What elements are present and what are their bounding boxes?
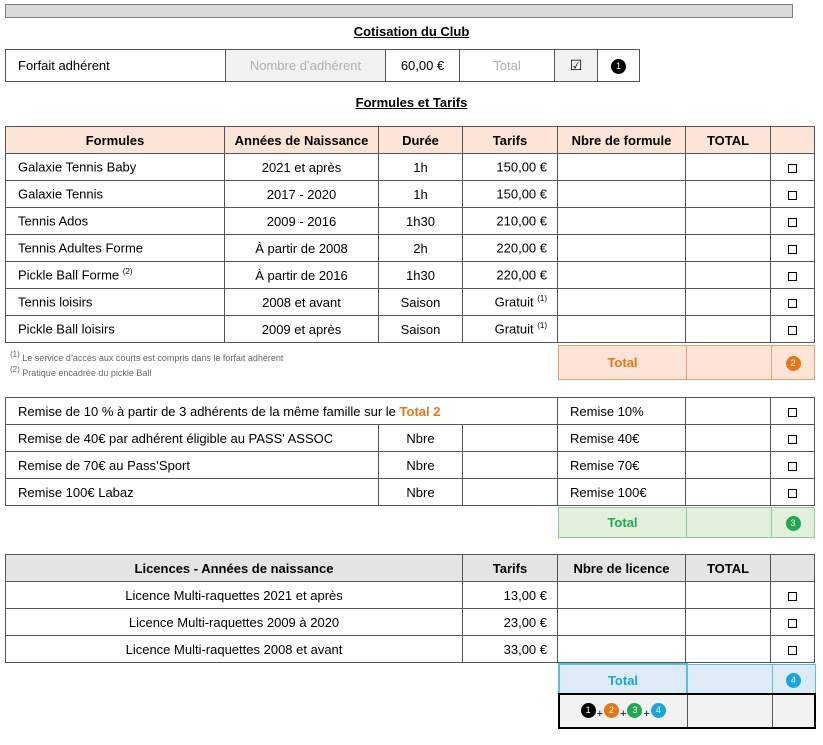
formule-total — [686, 289, 771, 316]
formule-name-text: Pickle Ball Forme — [18, 267, 120, 283]
col-annees: Années de Naissance — [225, 127, 379, 154]
remise-row — [6, 452, 815, 479]
col-tarifs: Tarifs — [463, 127, 558, 154]
checkbox-icon — [788, 245, 797, 254]
formule-duree: 1h — [379, 154, 463, 181]
remises-table — [5, 397, 815, 506]
formule-nbre-input[interactable] — [558, 208, 686, 235]
formule-checkbox[interactable] — [771, 262, 815, 289]
badge-2-icon: 2 — [786, 356, 801, 371]
remise-text: Remise de 70€ au Pass’Sport — [6, 452, 379, 479]
formule-total — [686, 181, 771, 208]
licence-total — [686, 609, 771, 636]
formule-name-text: Galaxie Tennis — [18, 186, 104, 202]
plus-sign: + — [596, 708, 604, 721]
remises-total-table — [558, 507, 815, 538]
formula-badge-4-icon: 4 — [651, 703, 666, 718]
licence-total — [686, 636, 771, 663]
formules-total-value — [687, 346, 772, 380]
formule-duree: 1h — [379, 181, 463, 208]
formule-tarif — [463, 262, 558, 289]
formule-years: 2021 et après — [225, 154, 379, 181]
remise-nbre-input[interactable] — [463, 479, 558, 506]
col-licences: Licences - Années de naissance — [6, 555, 463, 582]
formule-duree: Saison — [379, 289, 463, 316]
licence-row — [6, 582, 815, 609]
remise-nbre-label: Nbre — [379, 479, 463, 506]
formule-name — [6, 154, 225, 181]
formule-tarif-text: 220,00 € — [496, 267, 547, 283]
formule-total — [686, 316, 771, 343]
remises-badge-cell — [772, 508, 815, 538]
formule-name — [6, 208, 225, 235]
cotisation-title: Cotisation du Club — [353, 24, 470, 39]
formule-name-text: Tennis loisirs — [18, 294, 93, 310]
formule-tarif-sup: (1) — [537, 321, 547, 331]
licence-tarif: 13,00 € — [463, 582, 558, 609]
formule-total — [686, 154, 771, 181]
licence-name: Licence Multi-raquettes 2008 et avant — [6, 636, 463, 663]
licence-nbre-input[interactable] — [558, 582, 686, 609]
formule-name — [6, 289, 225, 316]
formule-name-text: Galaxie Tennis Baby — [18, 159, 137, 175]
remise-10-desc: Remise de 10 % à partir de 3 adhérents de la même famille sur le — [18, 403, 400, 419]
formule-tarif-sup: (1) — [537, 294, 547, 304]
checkbox-icon — [788, 191, 797, 200]
licence-checkbox[interactable] — [771, 636, 815, 663]
formules-badge-cell — [772, 346, 815, 380]
checkbox-icon — [788, 435, 797, 444]
formule-tarif-text: Gratuit — [494, 321, 534, 337]
formule-checkbox[interactable] — [771, 181, 815, 208]
remise-label: Remise 100€ — [558, 479, 686, 506]
col-formules: Formules — [6, 127, 225, 154]
formule-tarif-text: Gratuit — [494, 294, 534, 310]
formule-years: 2017 - 2020 — [225, 181, 379, 208]
col-licence-check — [771, 555, 815, 582]
licences-total-value — [687, 664, 772, 696]
formule-row — [6, 235, 815, 262]
licence-nbre-input[interactable] — [558, 636, 686, 663]
formule-row — [6, 154, 815, 181]
formule-name — [6, 235, 225, 262]
formule-duree: 1h30 — [379, 208, 463, 235]
grand-total-extra — [772, 694, 815, 728]
remise-10-value — [686, 398, 771, 425]
note-1: Le service d’accès aux courts est compris dans le forfait adhérent — [22, 353, 284, 363]
remises-total-value — [687, 508, 772, 538]
badge-3-icon: 3 — [786, 516, 801, 531]
remise-nbre-label: Nbre — [379, 425, 463, 452]
licence-row — [6, 609, 815, 636]
remise-label: Remise 70€ — [558, 452, 686, 479]
checkbox-icon — [788, 462, 797, 471]
licence-checkbox[interactable] — [771, 582, 815, 609]
formula-badge-1-icon: 1 — [581, 703, 596, 718]
remise-value — [686, 425, 771, 452]
forfait-price: 60,00 € — [386, 50, 460, 82]
remises-total-label: Total — [559, 508, 687, 538]
licence-tarif: 23,00 € — [463, 609, 558, 636]
formule-years: 2009 - 2016 — [225, 208, 379, 235]
grand-total-table — [558, 693, 816, 729]
formule-nbre-input[interactable] — [558, 154, 686, 181]
col-nbre-licence: Nbre de licence — [558, 555, 686, 582]
cotisation-table — [5, 49, 640, 82]
checkbox-icon — [788, 326, 797, 335]
formule-tarif-text: 150,00 € — [496, 159, 547, 175]
plus-sign: + — [643, 708, 650, 721]
col-check — [771, 127, 815, 154]
remise-checkbox[interactable] — [771, 479, 815, 506]
formule-nbre-input[interactable] — [558, 289, 686, 316]
formule-row — [6, 316, 815, 343]
formule-tarif — [463, 181, 558, 208]
licence-row — [6, 636, 815, 663]
formule-name — [6, 181, 225, 208]
formula-badge-3-icon: 3 — [627, 703, 642, 718]
col-duree: Durée — [379, 127, 463, 154]
formule-name-text: Tennis Ados — [18, 213, 89, 229]
formule-total — [686, 235, 771, 262]
checkbox-icon — [788, 218, 797, 227]
formule-years: 2008 et avant — [225, 289, 379, 316]
checked-checkbox-icon: ☑ — [569, 57, 583, 73]
nombre-adherent-input[interactable]: Nombre d’adhérent — [226, 50, 386, 82]
formule-tarif-text: 150,00 € — [496, 186, 547, 202]
licences-table — [5, 554, 815, 663]
formules-total-label: Total — [559, 346, 687, 380]
checkbox-icon — [788, 592, 797, 601]
checkbox-icon — [788, 164, 797, 173]
badge-4-icon: 4 — [786, 673, 801, 688]
col-licence-total: TOTAL — [686, 555, 771, 582]
col-nbre-formule: Nbre de formule — [558, 127, 686, 154]
licence-name: Licence Multi-raquettes 2009 à 2020 — [6, 609, 463, 636]
col-total: TOTAL — [686, 127, 771, 154]
top-bar — [5, 4, 793, 18]
formules-title: Formules et Tarifs — [355, 95, 468, 110]
formule-tarif-text: 220,00 € — [496, 240, 547, 256]
formule-years: 2009 et après — [225, 316, 379, 343]
remise-nbre-input[interactable] — [463, 452, 558, 479]
cotisation-checkbox[interactable] — [555, 50, 598, 82]
checkbox-icon — [788, 272, 797, 281]
formule-row — [6, 208, 815, 235]
licence-checkbox[interactable] — [771, 609, 815, 636]
formule-name — [6, 262, 225, 289]
plus-sign: + — [620, 708, 627, 721]
formule-name — [6, 316, 225, 343]
formule-nbre-input[interactable] — [558, 181, 686, 208]
formule-nbre-input[interactable] — [558, 316, 686, 343]
formule-row — [6, 289, 815, 316]
formule-years: À partir de 2008 — [225, 235, 379, 262]
remise-checkbox[interactable] — [771, 452, 815, 479]
formula-badge-2-icon: 2 — [604, 703, 619, 718]
checkbox-icon — [788, 408, 797, 417]
formule-tarif-text: 210,00 € — [496, 213, 547, 229]
formule-name-text: Pickle Ball loisirs — [18, 321, 115, 337]
formule-checkbox[interactable] — [771, 235, 815, 262]
note2-sup: (2) — [10, 365, 20, 374]
formule-duree: 1h30 — [379, 262, 463, 289]
formule-checkbox[interactable] — [771, 316, 815, 343]
formule-name-text: Tennis Adultes Forme — [18, 240, 144, 256]
badge-1-icon: 1 — [611, 59, 626, 74]
remise-nbre-label: Nbre — [379, 452, 463, 479]
checkbox-icon — [788, 646, 797, 655]
remise-value — [686, 479, 771, 506]
formules-total-table — [558, 345, 815, 380]
remise-label: Remise 40€ — [558, 425, 686, 452]
formule-tarif — [463, 154, 558, 181]
remise-10-checkbox[interactable] — [771, 398, 815, 425]
formule-tarif — [463, 289, 558, 316]
formule-tarif — [463, 235, 558, 262]
formule-total — [686, 262, 771, 289]
checkbox-icon — [788, 489, 797, 498]
licence-nbre-input[interactable] — [558, 609, 686, 636]
remise-10-text — [6, 398, 558, 425]
formule-duree: Saison — [379, 316, 463, 343]
formule-tarif — [463, 316, 558, 343]
note-2: Pratique encadrée du pickle Ball — [22, 368, 152, 378]
remise-value — [686, 452, 771, 479]
formule-years: À partir de 2016 — [225, 262, 379, 289]
licences-total-label: Total — [559, 664, 687, 696]
remise-nbre-input[interactable] — [463, 425, 558, 452]
col-licence-tarifs: Tarifs — [463, 555, 558, 582]
licence-name: Licence Multi-raquettes 2021 et après — [6, 582, 463, 609]
grand-total-value — [687, 694, 772, 728]
remise-text: Remise 100€ Labaz — [6, 479, 379, 506]
formule-sup: (2) — [122, 267, 133, 277]
licences-badge-cell — [772, 664, 815, 696]
footnotes — [10, 349, 283, 379]
formule-row — [6, 181, 815, 208]
forfait-label: Forfait adhérent — [6, 50, 226, 82]
note1-sup: (1) — [10, 350, 20, 359]
remise-10-highlight: Total 2 — [399, 403, 441, 419]
formule-checkbox[interactable] — [771, 208, 815, 235]
formule-nbre-input[interactable] — [558, 262, 686, 289]
remise-checkbox[interactable] — [771, 425, 815, 452]
grand-total-formula — [559, 694, 687, 728]
cotisation-badge-cell — [598, 50, 640, 82]
checkbox-icon — [788, 619, 797, 628]
remise-text: Remise de 40€ par adhérent éligible au PASS' ASSOC — [6, 425, 379, 452]
formule-checkbox[interactable] — [771, 289, 815, 316]
formule-total — [686, 208, 771, 235]
licence-tarif: 33,00 € — [463, 636, 558, 663]
remise-10-label: Remise 10% — [558, 398, 686, 425]
formules-table — [5, 126, 815, 343]
formule-tarif — [463, 208, 558, 235]
checkbox-icon — [788, 299, 797, 308]
licences-total-table — [558, 663, 816, 697]
remise-row — [6, 479, 815, 506]
formule-duree: 2h — [379, 235, 463, 262]
remise-row — [6, 425, 815, 452]
formule-row — [6, 262, 815, 289]
formule-checkbox[interactable] — [771, 154, 815, 181]
cotisation-total: Total — [460, 50, 555, 82]
formule-nbre-input[interactable] — [558, 235, 686, 262]
licence-total — [686, 582, 771, 609]
